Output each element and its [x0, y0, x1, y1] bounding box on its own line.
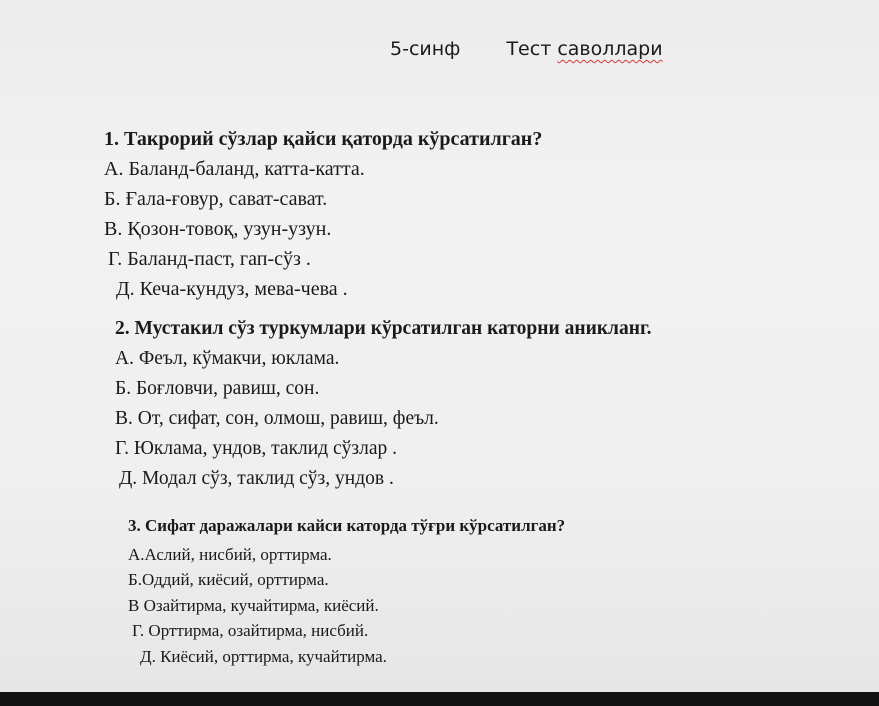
question-3-option-e: Д. Киёсий, орттирма, кучайтирма. — [140, 646, 387, 666]
question-1-title: 1. Такрорий сўзлар қайси қаторда кўрсатилган? — [104, 128, 543, 150]
question-2-option-c: В. От, сифат, сон, олмош, равиш, феъл. — [115, 408, 439, 429]
question-3-title: 3. Сифат даражалари кайси каторда тўғри кўрсатилган? — [128, 516, 566, 535]
photo-bottom-edge — [0, 692, 879, 706]
test-title-word2: саволлари — [557, 38, 663, 60]
grade-label: 5-синф — [390, 38, 461, 60]
question-1-option-b: Б. Ғала-ғовур, сават-сават. — [104, 188, 328, 210]
test-title — [506, 38, 662, 60]
question-1-option-e: Д. Кеча-кундуз, мева-чева . — [116, 278, 348, 300]
question-3-option-a: А.Аслий, нисбий, орттирма. — [128, 544, 332, 564]
question-1-option-d: Г. Баланд-паст, гап-сўз . — [108, 248, 311, 270]
question-3 — [128, 513, 565, 669]
question-1 — [102, 124, 542, 304]
question-3-option-c: В Озайтирма, кучайтирма, киёсий. — [128, 595, 379, 615]
question-3-option-b: Б.Оддий, киёсий, орттирма. — [128, 570, 329, 589]
question-3-option-d: Г. Орттирма, озайтирма, нисбий. — [132, 621, 369, 640]
question-2-option-d: Г. Юклама, ундов, таклид сўзлар . — [115, 438, 397, 459]
question-2-option-e: Д. Модал сўз, таклид сўз, ундов . — [119, 468, 394, 489]
page-header — [390, 38, 663, 60]
test-title-word1: Тест — [506, 38, 552, 60]
question-2-title: 2. Мустакил сўз туркумлари кўрсатилган каторни аникланг. — [115, 318, 652, 339]
question-2-option-a: А. Феъл, кўмакчи, юклама. — [115, 348, 340, 369]
question-1-option-a: А. Баланд-баланд, катта-катта. — [104, 158, 365, 180]
question-2-option-b: Б. Боғловчи, равиш, сон. — [115, 378, 320, 399]
question-2 — [115, 314, 652, 494]
question-1-option-c: В. Қозон-товоқ, узун-узун. — [104, 218, 332, 240]
